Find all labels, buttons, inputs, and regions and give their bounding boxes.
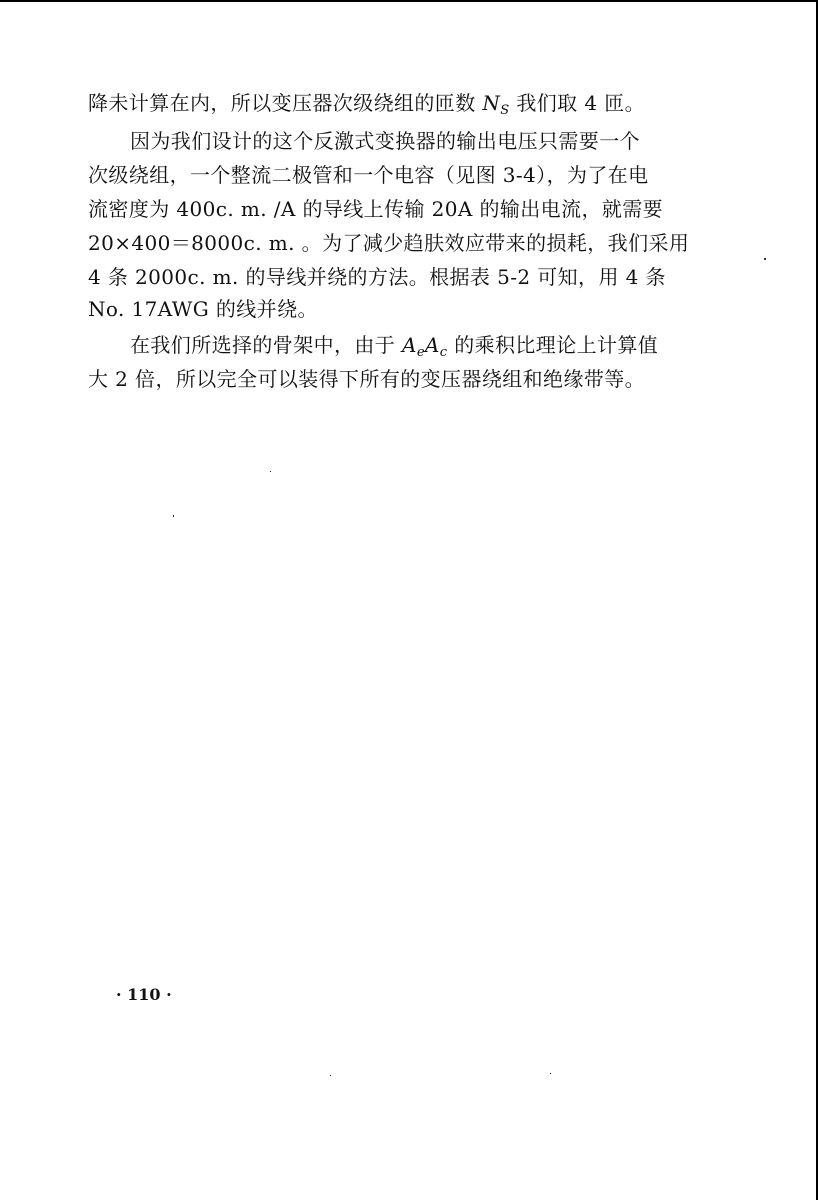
- scan-speck: [173, 515, 174, 517]
- scan-speck: [330, 1075, 331, 1076]
- text-line-5: [88, 226, 689, 260]
- text-line-3: [88, 158, 649, 192]
- top-border: [0, 0, 818, 2]
- text-segment: 20×400＝8000c. m. 。为了减少趋肤效应带来的损耗，我们采用: [88, 231, 690, 255]
- scan-speck: [550, 1073, 551, 1074]
- symbol-ac: $A_c$: [424, 333, 448, 360]
- text-segment: 降未计算在内，所以变压器次级绕组的匝数: [88, 91, 476, 115]
- text-segment: 4 条 2000c. m. 的导线并绕的方法。根据表 5-2 可知，用 4 条: [88, 265, 666, 289]
- scan-speck: [270, 471, 271, 472]
- text-segment: 我们取 4 匝。: [516, 91, 645, 115]
- text-segment: 在我们所选择的骨架中，由于: [130, 333, 396, 357]
- text-segment: 大 2 倍，所以完全可以装得下所有的变压器绕组和绝缘带等。: [88, 367, 646, 391]
- text-segment: 流密度为 400c. m. /A 的导线上传输 20A 的输出电流，就需要: [88, 197, 664, 221]
- text-line-6: [88, 260, 666, 294]
- text-segment: No. 17AWG 的线并绕。: [88, 297, 318, 321]
- text-line-7: [88, 292, 318, 326]
- symbol-ns: $N_S$: [482, 91, 510, 118]
- symbol-ae: $A_e$: [401, 333, 425, 360]
- text-line-9: [88, 362, 645, 396]
- text-line-4: [88, 192, 663, 226]
- text-segment: 的乘积比理论上计算值: [454, 333, 659, 357]
- scan-speck: [764, 258, 766, 260]
- text-line-1: [88, 86, 645, 120]
- text-segment: 次级绕组，一个整流二极管和一个电容（见图 3-4），为了在电: [88, 163, 649, 187]
- text-line-2: [88, 124, 640, 158]
- text-segment: 因为我们设计的这个反激式变换器的输出电压只需要一个: [130, 129, 640, 153]
- text-line-8: [88, 328, 658, 362]
- page-number: · 110 ·: [116, 985, 172, 1004]
